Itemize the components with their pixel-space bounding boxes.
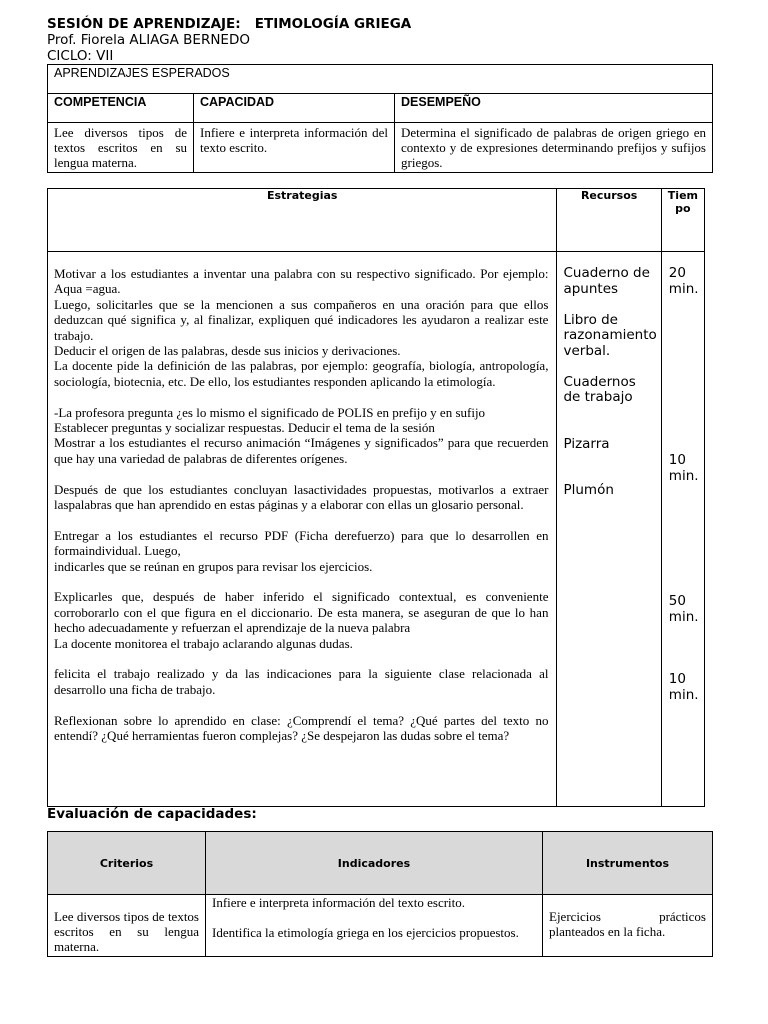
indicator-item: Identifica la etimología griega en los ejercicios propuestos. [212, 925, 519, 940]
strategies-cell [48, 252, 557, 807]
criteria-header: Criterios [48, 832, 206, 895]
strategies-table [47, 188, 705, 807]
resource-item: Cuaderno de apuntes [563, 265, 650, 297]
document-header [47, 16, 411, 64]
strategy-item: Motivar a los estudiantes a inventar una palabra con su respectivo significado. Por ejemplo: Aqua =agua. [54, 266, 549, 297]
strategy-item: Reflexionan sobre lo aprendido en clase: ¿Comprendí el tema? ¿Qué partes del texto no entendí? ¿Qué herramientas fueron complejas? ¿Se despejaron las dudas sobre el tema? [54, 712, 549, 744]
strategy-item: Establecer preguntas y socializar respuestas. Deducir el tema de la sesión [54, 420, 435, 436]
strategy-item: felicita el trabajo realizado y da las indicaciones para la siguiente clase relacionada al desarrollo una ficha de trabajo. [54, 666, 549, 697]
desempeno-header: DESEMPEÑO [395, 94, 713, 123]
indicators-cell [206, 895, 543, 957]
strategy-item: Después de que los estudiantes concluyan lasactividades propuestas, motivarlos a extraer laspalabras que han aprendido en estas páginas y a elaborar con ellas un glosario personal. [54, 481, 549, 513]
strategy-item: Entregar a los estudiantes el recurso PDF (Ficha derefuerzo) para que lo desarrollen en formaindividual. Luego, [54, 527, 549, 559]
strategy-item: Explicarles que, después de haber inferido el significado contextual, es conveniente corroborarlo con el que figura en el diccionario. De esta manera, se aseguran de que lo han hecho adecuadamente y refuerzan el aprendizaje de la nueva palabra [54, 589, 549, 636]
capacidad-header: CAPACIDAD [194, 94, 395, 123]
resource-item: Plumón [563, 482, 614, 498]
instruments-cell: Ejercicios prácticos planteados en la ficha. [543, 895, 713, 957]
resources-header: Recursos [557, 189, 661, 252]
strategy-item: -La profesora pregunta ¿es lo mismo el significado de POLIS en prefijo y en sufijo [54, 404, 486, 420]
capacidad-cell: Infiere e interpreta información del texto escrito. [194, 123, 395, 173]
expected-learning-caption: APRENDIZAJES ESPERADOS [48, 65, 713, 94]
session-title: SESIÓN DE APRENDIZAJE: ETIMOLOGÍA GRIEGA [47, 16, 412, 32]
competencia-cell: Lee diversos tipos de textos escritos en su lengua materna. [48, 123, 194, 173]
strategy-item: La docente pide la definición de las palabras, por ejemplo: geografía, biología, antropología, sociología, biotecnia, etc. De ello, los estudiantes responden aplicando la etimología. [54, 358, 549, 389]
desempeno-cell: Determina el significado de palabras de origen griego en contexto y de expresiones determinando prefijos y sufijos griegos. [395, 123, 713, 173]
strategy-item: indicarles que se reúnan en grupos para revisar los ejercicios. [54, 558, 373, 574]
resource-item: Pizarra [563, 435, 610, 452]
time-item: 20 min. [668, 265, 699, 297]
evaluation-title: Evaluación de capacidades: [47, 806, 257, 822]
strategies-header: Estrategias [48, 189, 557, 252]
criteria-cell: Lee diversos tipos de textos escritos en su lengua materna. [48, 895, 206, 957]
resource-item: Libro de razonamiento verbal. [563, 311, 657, 359]
time-header: Tiem po [661, 189, 704, 252]
time-item: 10 min. [668, 671, 699, 703]
competencia-header: COMPETENCIA [48, 94, 194, 123]
resource-item: Cuadernos de trabajo [563, 373, 636, 405]
expected-learning-table [47, 64, 713, 173]
teacher-name: Prof. Fiorela ALIAGA BERNEDO [47, 32, 250, 48]
strategy-item: Mostrar a los estudiantes el recurso animación “Imágenes y significados” para que recuerden que hay una variedad de palabras de diferentes orígenes. [54, 435, 549, 466]
cycle-label: CICLO: VII [47, 48, 114, 64]
strategy-item: La docente monitorea el trabajo aclarando algunas dudas. [54, 635, 353, 651]
instruments-header: Instrumentos [543, 832, 713, 895]
strategy-item: Luego, solicitarles que se la mencionen a sus compañeros en una oración para que ellos deduzcan qué significa y, al finalizar, expliquen qué indicadores les ayudaron a realizar este trabajo. [54, 296, 549, 343]
resources-cell [557, 252, 661, 807]
strategy-item: Deducir el origen de las palabras, desde sus inicios y derivaciones. [54, 343, 401, 359]
evaluation-table [47, 831, 713, 957]
indicator-item: Infiere e interpreta información del texto escrito. [212, 895, 466, 910]
time-item: 50 min. [668, 593, 699, 625]
time-item: 10 min. [668, 452, 699, 484]
indicators-header: Indicadores [206, 832, 543, 895]
time-cell [661, 252, 704, 807]
